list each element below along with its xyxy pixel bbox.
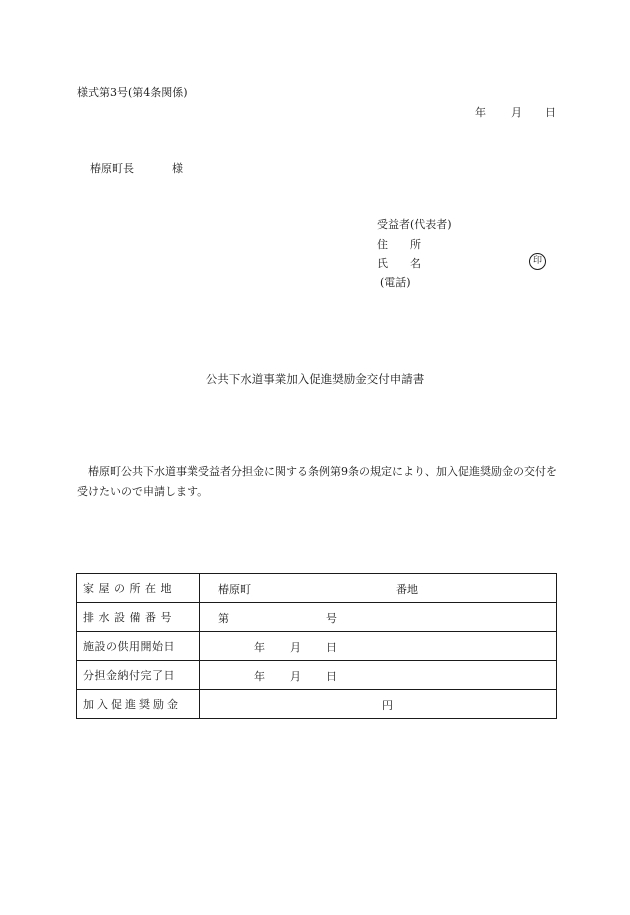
date-year-label: 年 — [475, 106, 486, 119]
drainage-number-suffix: 号 — [326, 612, 337, 625]
applicant-title: 受益者(代表者) — [377, 218, 452, 231]
form-number: 様式第3号(第4条関係) — [77, 86, 188, 99]
payment-complete-month: 月 — [290, 670, 301, 683]
row-label-payment-complete: 分担金納付完了日 — [77, 661, 200, 690]
name-label-char-2: 名 — [410, 257, 421, 270]
name-label — [377, 255, 421, 271]
table-row — [77, 574, 557, 603]
row-value-service-start — [200, 632, 557, 661]
service-start-month: 月 — [290, 641, 301, 654]
drainage-number-prefix: 第 — [218, 612, 229, 625]
table-row — [77, 632, 557, 661]
row-label-house-location: 家屋の所在地 — [77, 574, 200, 603]
table-row — [77, 603, 557, 632]
addressee-honorific: 様 — [172, 162, 183, 175]
address-label — [377, 236, 421, 252]
address-label-char-2: 所 — [410, 238, 421, 251]
info-table — [76, 573, 557, 719]
payment-complete-day: 日 — [326, 670, 337, 683]
table-row — [77, 690, 557, 719]
phone-label: (電話) — [380, 276, 411, 289]
addressee-name: 椿原町長 — [90, 162, 134, 175]
document-title: 公共下水道事業加入促進奨励金交付申請書 — [205, 372, 425, 386]
house-location-lot: 番地 — [396, 583, 418, 596]
row-label-incentive: 加入促進奨励金 — [77, 690, 200, 719]
row-label-drainage-number: 排水設備番号 — [77, 603, 200, 632]
date-day-label: 日 — [545, 106, 556, 119]
name-label-char-1: 氏 — [377, 257, 388, 270]
address-label-char-1: 住 — [377, 238, 388, 251]
row-value-house-location — [200, 574, 557, 603]
row-value-incentive — [200, 690, 557, 719]
service-start-day: 日 — [326, 641, 337, 654]
service-start-year: 年 — [254, 641, 265, 654]
row-value-payment-complete — [200, 661, 557, 690]
payment-complete-year: 年 — [254, 670, 265, 683]
table-row — [77, 661, 557, 690]
date-month-label: 月 — [511, 106, 522, 119]
row-value-drainage-number — [200, 603, 557, 632]
body-text: 椿原町公共下水道事業受益者分担金に関する条例第9条の規定により、加入促進奨励金の交付を受けたいので申請します。 — [77, 465, 557, 498]
incentive-yen: 円 — [382, 699, 393, 712]
seal-mark: 印 — [529, 253, 546, 270]
house-location-town: 椿原町 — [218, 583, 251, 596]
row-label-service-start: 施設の供用開始日 — [77, 632, 200, 661]
